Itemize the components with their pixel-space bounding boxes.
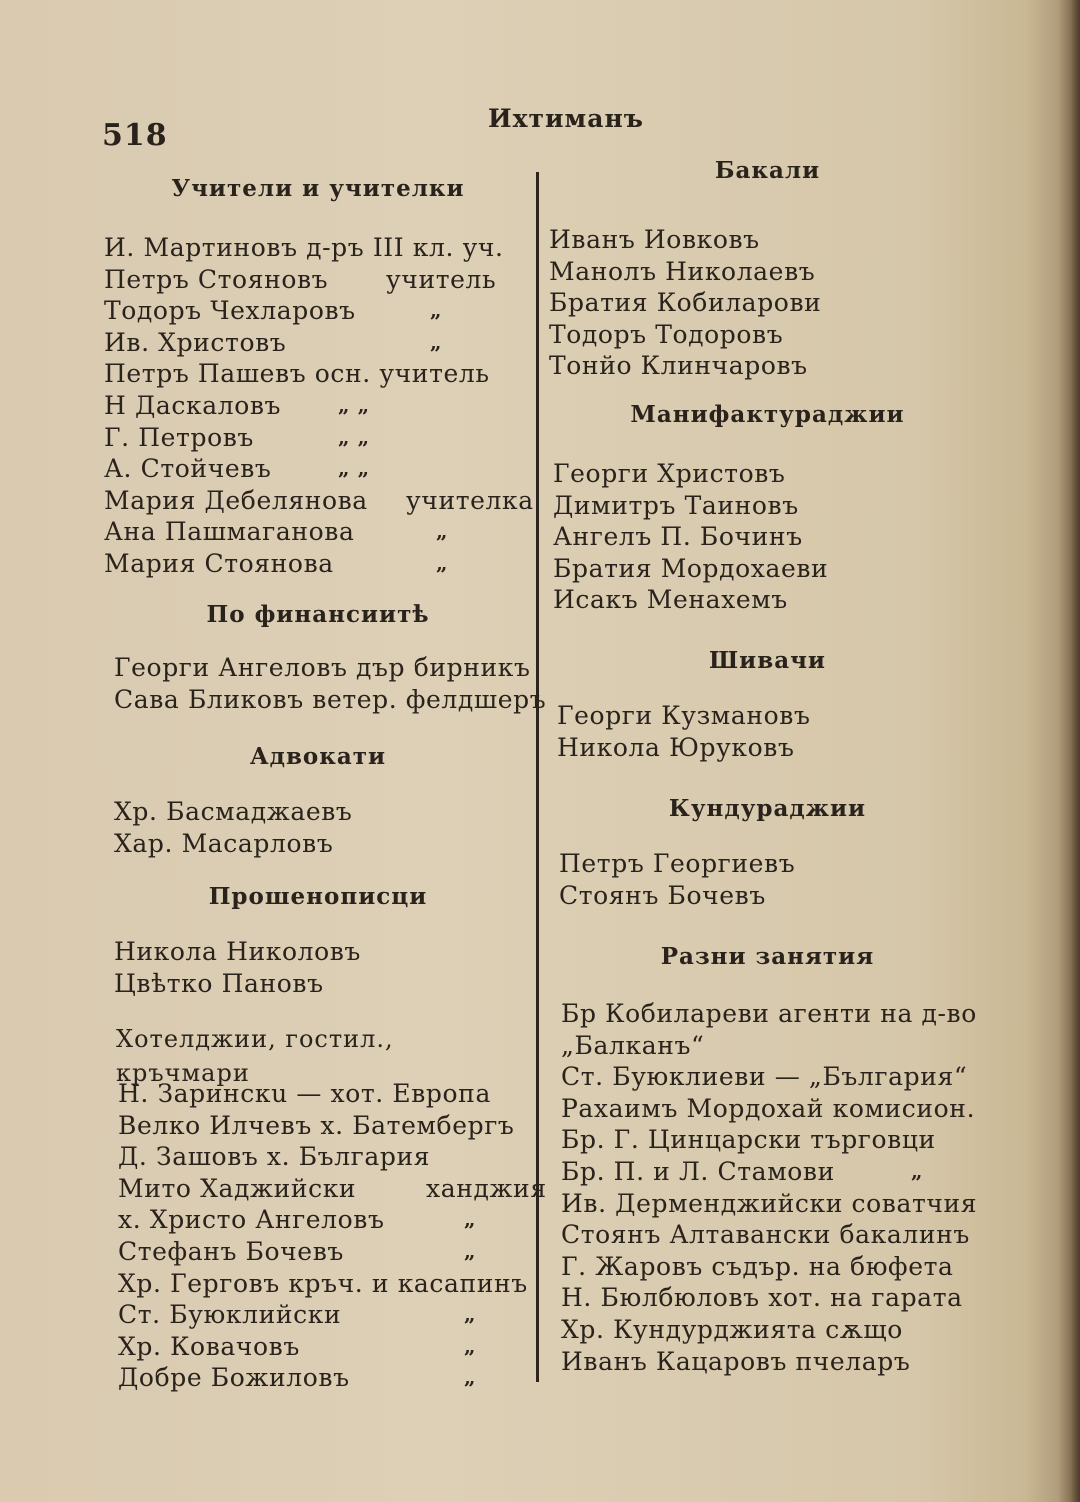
- section-innkeepers: [100, 1022, 547, 1394]
- list-item: Ангелъ П. Бочинъ: [553, 522, 803, 552]
- section-shoemakers: [545, 792, 990, 911]
- list-item: Хр. Басмаджаевъ: [114, 797, 353, 826]
- list-item: Хр. Герговъ кръч. и касапинъ: [118, 1268, 528, 1298]
- list-item: Мария Дебелянова учителка: [104, 485, 534, 515]
- list-item: Н. Заринскu — хот. Европа: [118, 1079, 491, 1108]
- list-item: Стефанъ Бочевъ „: [118, 1236, 477, 1266]
- section-tailors: [545, 644, 990, 763]
- list-item: Братия Кобиларови: [549, 288, 822, 318]
- list-item: Ив. Дерменджийски соватчия: [561, 1188, 978, 1218]
- section-heading: Шивачи: [708, 647, 826, 674]
- list-item: Н Даскаловъ „ „: [104, 390, 370, 420]
- list-item: Ана Пашмаганова „: [104, 517, 449, 547]
- list-item: Д. Зашовъ х. България: [118, 1142, 431, 1172]
- list-item: Никола Юруковъ: [557, 732, 795, 762]
- list-item: Ив. Христовъ „: [104, 327, 443, 357]
- list-item: Тонйо Клинчаровъ: [549, 351, 808, 381]
- list-item: Добре Божиловъ „: [118, 1363, 477, 1393]
- list-item: Бр Кобилареви агенти на д-во: [561, 999, 977, 1028]
- list-item: Иванъ Кацаровъ пчеларъ: [561, 1346, 911, 1376]
- list-item: Сава Бликовъ ветер. фелдшеръ: [114, 684, 547, 714]
- section-heading: Манифактураджии: [630, 401, 905, 428]
- list-item: Манолъ Николаевъ: [549, 256, 816, 286]
- list-item: Мито Хаджийски ханджия: [118, 1173, 547, 1203]
- list-item: Велко Илчевъ х. Батембергъ: [118, 1110, 515, 1140]
- list-item: Тодоръ Тодоровъ: [549, 319, 784, 349]
- list-item: Никола Николовъ: [114, 937, 361, 966]
- list-item: Петръ Стояновъ учитель: [104, 264, 497, 294]
- section-heading: Учители и учителки: [171, 175, 465, 202]
- list-item: Н. Бюлбюловъ хот. на гарата: [561, 1283, 963, 1313]
- list-item: Иванъ Иовковъ: [549, 225, 760, 254]
- list-item: х. Христо Ангеловъ „: [118, 1205, 477, 1235]
- page-number: 518: [102, 118, 168, 153]
- list-item: Георги Кузмановъ: [557, 701, 811, 730]
- section-misc: [545, 940, 990, 1377]
- list-item: Бр. П. и Л. Стамови „: [561, 1156, 924, 1186]
- list-item: Димитръ Таиновъ: [553, 490, 799, 520]
- section-heading: Кундураджии: [668, 795, 867, 822]
- list-item: Тодоръ Чехларовъ „: [104, 296, 443, 326]
- section-finance: [100, 598, 547, 715]
- section-drapers: [545, 398, 990, 616]
- list-item: Георги Ангеловъ дър бирникъ: [114, 653, 531, 682]
- list-item: А. Стойчевъ „ „: [104, 454, 370, 484]
- list-item: Ст. Буюклиеви — „България“: [561, 1062, 968, 1092]
- list-item: Ст. Буюклийски „: [118, 1300, 477, 1330]
- section-teachers: [100, 172, 536, 580]
- list-item: „Балканъ“: [561, 1030, 705, 1060]
- section-heading: Бакали: [714, 157, 821, 184]
- list-item: Г. Петровъ „ „: [104, 422, 370, 452]
- section-heading: Адвокати: [249, 743, 387, 770]
- list-item: Бр. Г. Цинцарски търговци: [561, 1125, 936, 1155]
- list-item: Мария Стоянова „: [104, 548, 449, 578]
- section-heading: Разни занятия: [660, 943, 875, 970]
- list-item: Рахаимъ Мордохай комисион.: [561, 1093, 976, 1123]
- section-grocers: [545, 154, 990, 382]
- section-lawyers: [100, 740, 536, 859]
- section-heading: Прошенописци: [208, 883, 428, 910]
- list-item: Георги Христовъ: [553, 459, 786, 488]
- list-item: И. Мартиновъ д-ръ III кл. уч.: [104, 233, 504, 262]
- list-item: Хр. Ковачовъ „: [118, 1331, 477, 1361]
- list-item: Цвѣтко Пановъ: [114, 968, 324, 998]
- list-item: Г. Жаровъ съдър. на бюфета: [561, 1251, 954, 1281]
- list-item: Стоянъ Алтавански бакалинъ: [561, 1220, 970, 1250]
- section-heading: По финансиитѣ: [206, 601, 430, 628]
- list-item: Исакъ Менахемъ: [553, 585, 788, 615]
- list-item: Хр. Кундурджията сѫщо: [561, 1314, 903, 1344]
- page-edge-shadow: [1058, 0, 1080, 1502]
- running-title: Ихтиманъ: [488, 104, 644, 133]
- section-heading: Хотелджии, гостил., кръчмари: [116, 1025, 394, 1087]
- list-item: Петръ Пашевъ осн. учитель: [104, 359, 490, 389]
- list-item: Братия Мордохаеви: [553, 553, 829, 583]
- list-item: Стоянъ Бочевъ: [559, 880, 766, 910]
- section-petition-writers: [100, 880, 536, 999]
- list-item: Хар. Масарловъ: [114, 828, 334, 858]
- list-item: Петръ Георгиевъ: [559, 849, 796, 878]
